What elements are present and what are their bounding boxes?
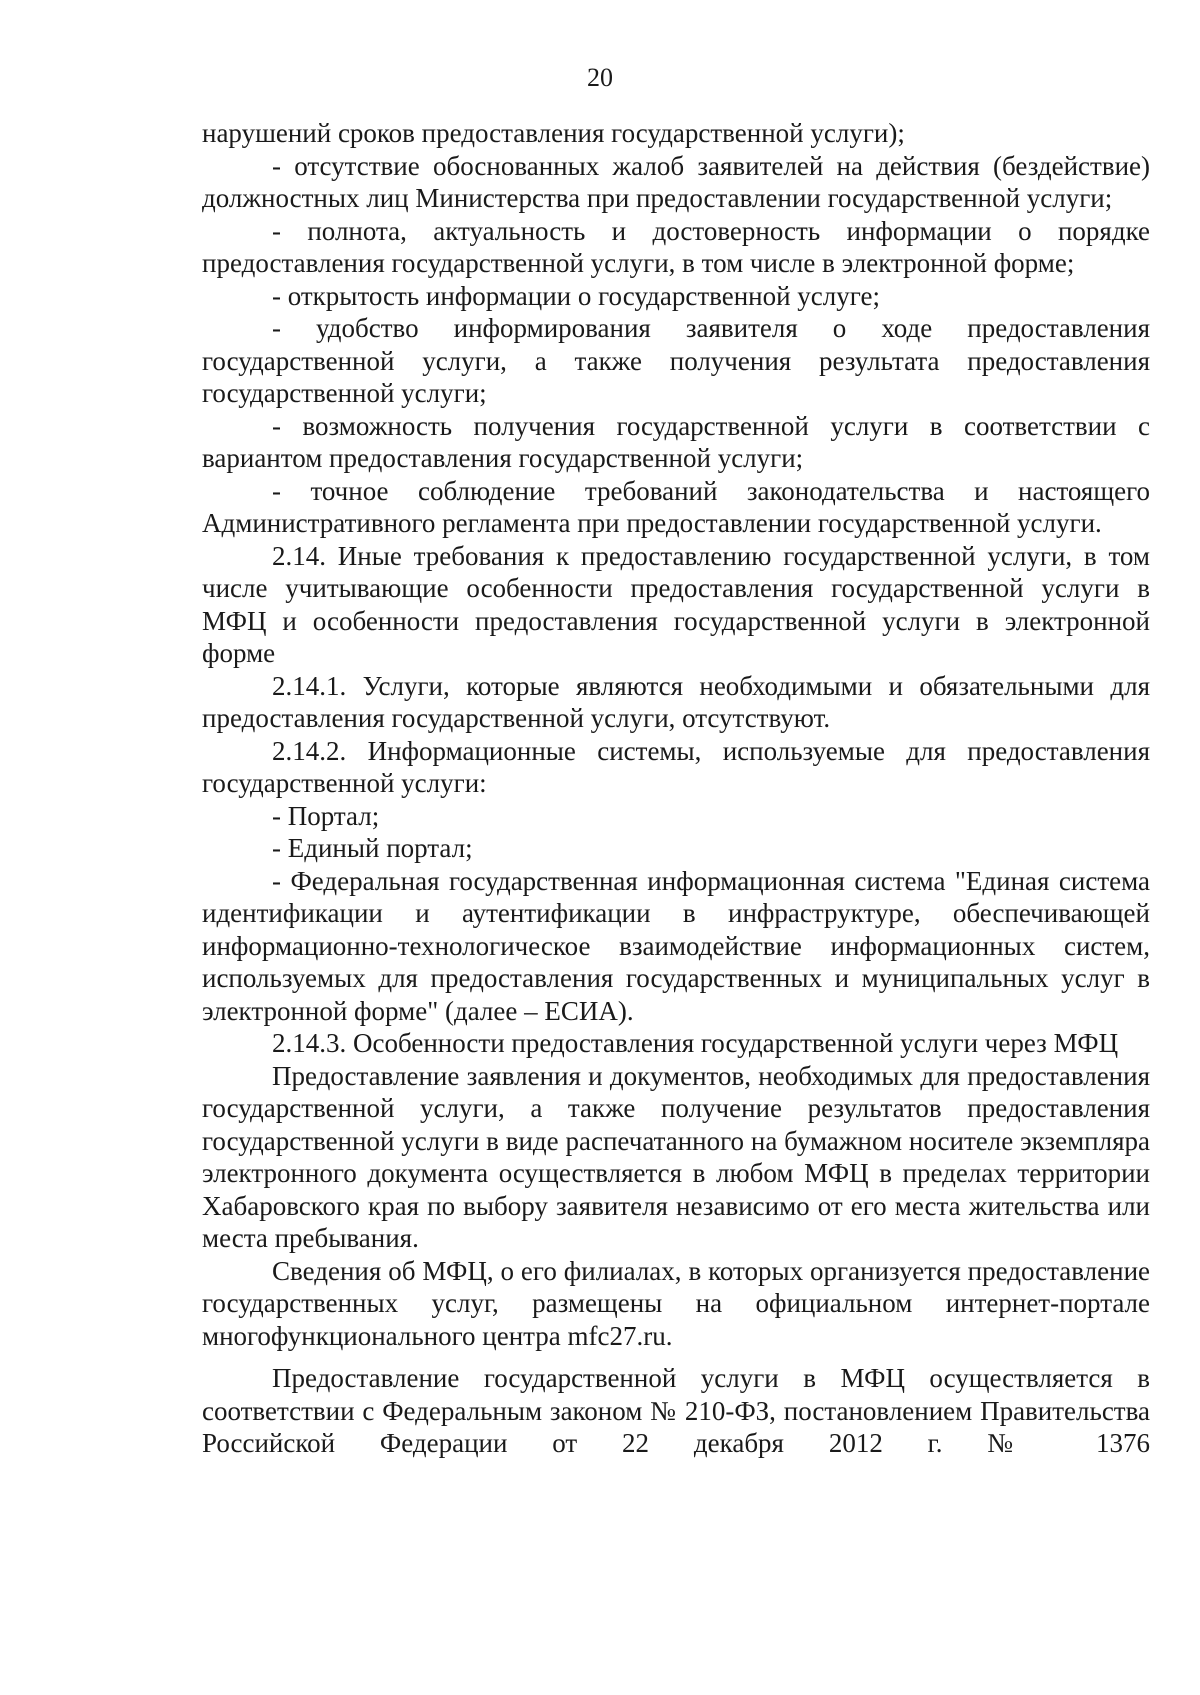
list-item-variant: - возможность получения государственной услуги в соответствии с вариантом предоставления государственной услуги; [202, 410, 1150, 473]
list-item-completeness: - полнота, актуальность и достоверность информации о порядке предоставления государственной услуги, в том числе в электронной форме; [202, 215, 1150, 278]
list-item-complaints: - отсутствие обоснованных жалоб заявителей на действия (бездействие) должностных лиц Министерства при предоставлении государственной услуги; [202, 150, 1150, 213]
section-heading-2-14: 2.14. Иные требования к предоставлению государственной услуги, в том числе учитывающие особенности предоставления государственной услуги в МФЦ и особенности предоставления государственной услуги в электронной форме [202, 540, 1150, 668]
list-item-openness: - открытость информации о государственной услуге; [272, 280, 880, 311]
section-2-14-2: 2.14.2. Информационные системы, используемые для предоставления государственной услуги: [202, 735, 1150, 798]
paragraph-mfc-law: Предоставление государственной услуги в МФЦ осуществляется в соответствии с Федеральным законом № 210-ФЗ, постановлением Правительства Российской Федерации от 22 декабря 2012 г. № 1376 [202, 1363, 1150, 1458]
paragraph-mfc-info: Сведения об МФЦ, о его филиалах, в которых организуется предоставление государственных услуг, размещены на официальном интернет-портале многофункционального центра mfc27.ru. [202, 1255, 1150, 1351]
page-number: 20 [587, 63, 613, 92]
list-item-portal: - Портал; [272, 800, 380, 831]
section-2-14-3: 2.14.3. Особенности предоставления государственной услуги через МФЦ [272, 1028, 1119, 1058]
paragraph-continuation: нарушений сроков предоставления государственной услуги); [202, 118, 905, 148]
paragraph-mfc-submission: Предоставление заявления и документов, необходимых для предоставления государственной услуги, а также получение результатов предоставления государственной услуги в виде распечатанного на бумажном носителе экземпляра электронного документа осуществляется в любом МФЦ в пределах территории Хабаровского края по выбору заявителя независимо от его места жительства или места пребывания. [202, 1060, 1150, 1253]
list-item-convenience: - удобство информирования заявителя о ходе предоставления государственной услуги, а также получения результата предоставления государственной услуги; [202, 313, 1150, 408]
list-item-compliance: - точное соблюдение требований законодательства и настоящего Административного регламента при предоставлении государственной услуги. [202, 475, 1150, 538]
section-2-14-1: 2.14.1. Услуги, которые являются необходимыми и обязательными для предоставления государственной услуги, отсутствуют. [202, 670, 1150, 733]
list-item-esia: - Федеральная государственная информационная система "Единая система идентификации и аутентификации в инфраструктуре, обеспечивающей информационно-технологическое взаимодействие информационных систем, используемых для предоставления государственных и муниципальных услуг в электронной форме" (далее – ЕСИА). [202, 865, 1150, 1026]
document-body [202, 117, 1150, 1460]
list-item-unified-portal: - Единый портал; [272, 833, 473, 863]
